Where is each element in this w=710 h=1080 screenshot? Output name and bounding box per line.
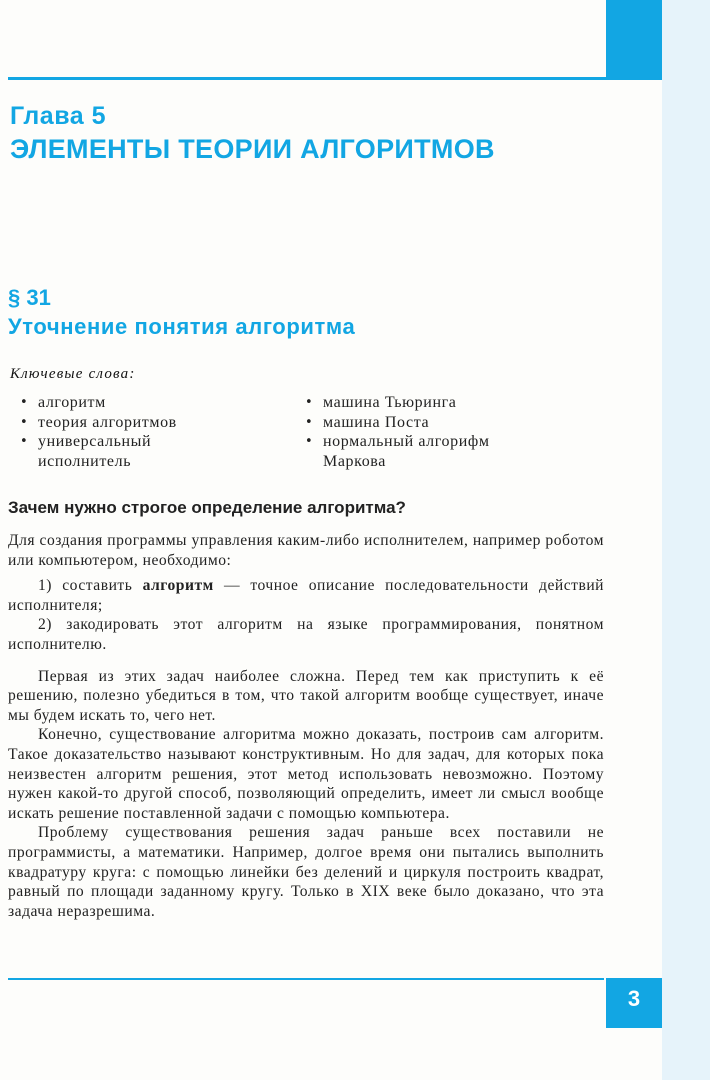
intro-paragraph: Для создания программы управления каким-либо исполнителем, например роботом или компьютером, необходимо: (8, 532, 604, 569)
chapter-title: ЭЛЕМЕНТЫ ТЕОРИИ АЛГОРИТМОВ (10, 134, 495, 164)
subsection-heading: Зачем нужно строгое определение алгоритма? (8, 498, 406, 517)
term-algorithm: алгоритм (142, 577, 214, 595)
keyword-item: • теория алгоритмов (20, 413, 290, 433)
header-rule (8, 77, 608, 80)
margin-strip (662, 0, 710, 1080)
keyword-item: • алгоритм (20, 393, 290, 413)
step-2-paragraph: 2) закодировать этот алгоритм на языке программирования, понятном исполнителю. (8, 616, 604, 653)
keywords-list-right (305, 393, 585, 471)
keyword-item: • нормальный алгорифм Маркова (305, 432, 538, 471)
paragraph-3: Проблему существования решения задач раньше всех поставили не программисты, а математики. Например, долгое время они пытались выполнить квадратуру круга: с помощью линейки без делений и циркуля построить квадрат, равный по площади заданному кругу. Только в XIX веке было доказано, что эта задача неразрешима. (8, 824, 604, 920)
paragraph-2: Конечно, существование алгоритма можно доказать, построив сам алгоритм. Такое доказательство называют конструктивным. Но для задач, для которых пока неизвестен алгоритм решения, этот метод использовать невозможно. Поэтому нужен какой-то другой способ, позволяющий определить, имеет ли смысл вообще искать решение поставленной задачи с помощью компьютера. (8, 726, 604, 822)
keyword-item: • универсальный исполнитель (20, 432, 198, 471)
section-title: Уточнение понятия алгоритма (8, 314, 356, 339)
body-text (8, 531, 604, 921)
footer-rule (8, 978, 604, 980)
step-1-paragraph (8, 576, 604, 615)
header-tab (606, 0, 662, 80)
keywords-list-left (20, 393, 290, 471)
page-number: 3 (627, 986, 641, 1011)
paragraph-1: Первая из этих задач наиболее сложна. Перед тем как приступить к её решению, полезно убедиться в том, что такой алгоритм вообще существует, иначе мы будем искать то, чего нет. (8, 667, 604, 724)
step-1-suffix: — точное описание последовательности действий исполнителя; (8, 577, 605, 614)
keywords-heading: Ключевые слова: (10, 366, 136, 382)
keyword-item: • машина Поста (305, 413, 585, 433)
section-number: § 31 (8, 285, 51, 310)
keyword-item: • машина Тьюринга (305, 393, 585, 413)
step-1-prefix: 1) составить (38, 577, 143, 595)
chapter-label: Глава 5 (10, 102, 107, 130)
